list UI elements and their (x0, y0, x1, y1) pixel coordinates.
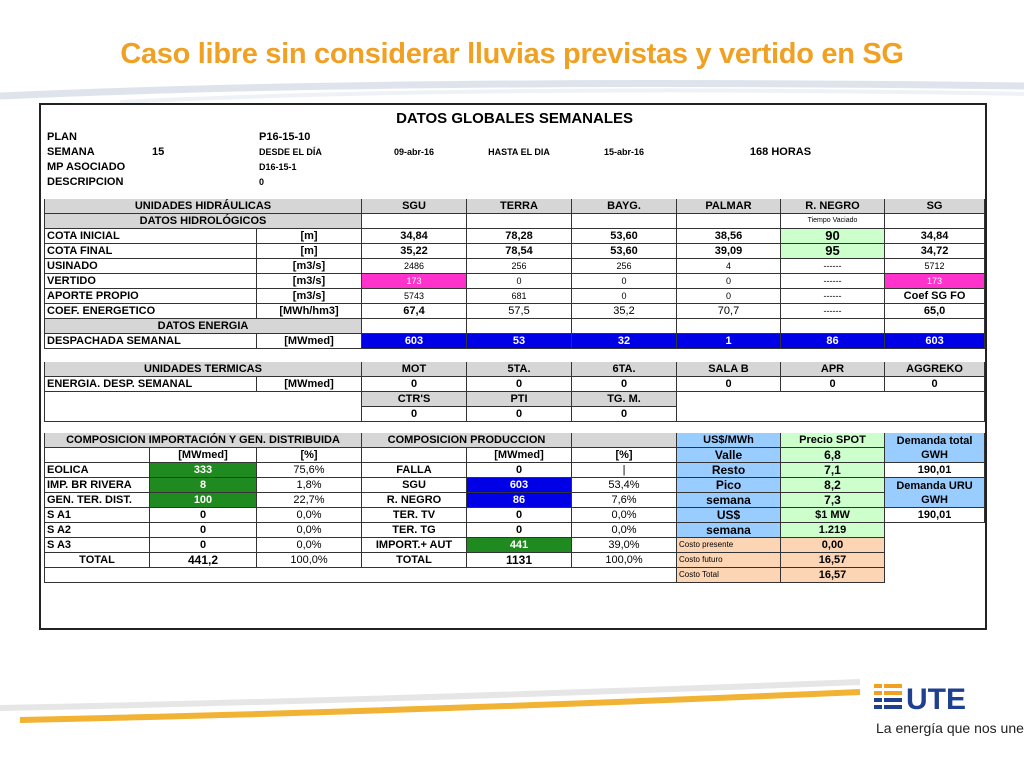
col-terra: TERRA (467, 199, 572, 214)
cell: 67,4 (362, 304, 467, 319)
cell: 57,5 (467, 304, 572, 319)
cell: 0 (677, 289, 781, 304)
import-mw: 8 (150, 478, 257, 493)
row-unit: [m] (257, 244, 362, 259)
prod-label: IMPORT.+ AUT (362, 538, 467, 553)
weekly-data-sheet (39, 103, 987, 630)
col-pti: PTI (467, 392, 572, 407)
spot-label: semana (677, 523, 781, 538)
import-pct: 0,0% (257, 508, 362, 523)
slide-title: Caso libre sin considerar lluvias previstas y vertido en SG (120, 38, 904, 70)
spot-value: $1 MW (781, 508, 885, 523)
row-coef (45, 304, 985, 319)
spot-label: Resto (677, 463, 781, 478)
horas: 168 HORAS (749, 146, 812, 158)
import-unit-pct: [%] (257, 448, 362, 463)
import-pct: 0,0% (257, 523, 362, 538)
prod-mw: 0 (467, 508, 572, 523)
import-total-pct: 100,0% (257, 553, 362, 568)
row-aporte (45, 289, 985, 304)
semana-value: 15 (152, 146, 165, 158)
demanda-uru-unit: GWH (921, 493, 948, 506)
prod-mw: 0 (467, 523, 572, 538)
termicas-header: UNIDADES TERMICAS (45, 362, 362, 377)
ute-logo (872, 682, 1007, 716)
import-header: COMPOSICION IMPORTACIÓN Y GEN. DISTRIBUIDA (45, 433, 362, 448)
cell: 5712 (885, 259, 985, 274)
import-mw: 0 (150, 538, 257, 553)
cell: 95 (781, 244, 885, 259)
col-ctrs: CTR'S (362, 392, 467, 407)
cost-value: 0,00 (781, 538, 885, 553)
mp-label: MP ASOCIADO (47, 161, 126, 173)
demanda-uru-value: 190,01 (885, 508, 985, 523)
col-sg: SG (885, 199, 985, 214)
cell: 0 (885, 377, 985, 392)
desde-value: 09-abr-16 (393, 147, 435, 157)
cell: Coef SG FO (885, 289, 985, 304)
comp-row (45, 523, 985, 538)
hasta-label: HASTA EL DIA (488, 147, 550, 157)
cost-label: Costo presente (677, 538, 781, 553)
prod-unit-mw: [MWmed] (467, 448, 572, 463)
footer-swoosh (0, 670, 870, 730)
cell: 2486 (362, 259, 467, 274)
prod-unit-pct: [%] (572, 448, 677, 463)
import-pct: 0,0% (257, 538, 362, 553)
import-pct: 75,6% (257, 463, 362, 478)
cell: 0 (781, 377, 885, 392)
cell: 53 (467, 334, 572, 349)
demanda-total-unit: GWH (921, 448, 948, 461)
cell: 4 (677, 259, 781, 274)
desc-label: DESCRIPCION (47, 176, 124, 188)
cell: 0 (677, 274, 781, 289)
hidro-header: UNIDADES HIDRÁULICAS (45, 199, 362, 214)
import-mw: 0 (150, 508, 257, 523)
mp-value: D16-15-1 (259, 162, 297, 172)
cell: 0 (677, 377, 781, 392)
import-total-label: TOTAL (45, 553, 150, 568)
spot-value: 7,1 (781, 463, 885, 478)
cell: 53,60 (572, 244, 677, 259)
row-label: USINADO (45, 259, 257, 274)
cell: 0 (572, 289, 677, 304)
cell: 5743 (362, 289, 467, 304)
row-usinado (45, 259, 985, 274)
prod-label: R. NEGRO (362, 493, 467, 508)
cell: 681 (467, 289, 572, 304)
import-label: IMP. BR RIVERA (45, 478, 150, 493)
cell: 34,72 (885, 244, 985, 259)
row-unit: [MWmed] (257, 334, 362, 349)
cell: 70,7 (677, 304, 781, 319)
row-label: DESPACHADA SEMANAL (45, 334, 257, 349)
col-palmar: PALMAR (677, 199, 781, 214)
cost-value: 16,57 (781, 553, 885, 568)
cell: 0 (467, 407, 572, 422)
import-mw: 0 (150, 523, 257, 538)
ute-logo-text: UTE (906, 683, 966, 716)
row-unit: [MWh/hm3] (257, 304, 362, 319)
cell: ------ (781, 259, 885, 274)
prod-label: TER. TV (362, 508, 467, 523)
cell: 34,84 (885, 229, 985, 244)
comp-row (45, 508, 985, 523)
energia-unit: [MWmed] (257, 377, 362, 392)
row-vertido (45, 274, 985, 289)
tagline: La energía que nos une (876, 720, 1024, 736)
data-table (44, 108, 985, 583)
spot-label: Valle (677, 448, 781, 463)
prod-mw: 441 (467, 538, 572, 553)
cost-value: 16,57 (781, 568, 885, 583)
desc-value: 0 (259, 177, 265, 187)
prod-pct: | (572, 463, 677, 478)
cell: 78,54 (467, 244, 572, 259)
col-sala-b: SALA B (677, 362, 781, 377)
plan-value: P16-15-10 (259, 131, 311, 143)
cell: 35,2 (572, 304, 677, 319)
cell: ------ (781, 304, 885, 319)
import-unit-mw: [MWmed] (150, 448, 257, 463)
usd-mwh-label: US$/MWh (677, 433, 781, 448)
cell: ------ (781, 274, 885, 289)
cell: 78,28 (467, 229, 572, 244)
prod-total-mw: 1131 (467, 553, 572, 568)
precio-spot-label: Precio SPOT (781, 433, 885, 448)
cell: 256 (572, 259, 677, 274)
tiempo-vaciado: Tiempo Vaciado (781, 214, 885, 229)
row-unit: [m3/s] (257, 274, 362, 289)
col-6ta: 6TA. (572, 362, 677, 377)
cell: 1 (677, 334, 781, 349)
col-apr: APR (781, 362, 885, 377)
prod-mw: 86 (467, 493, 572, 508)
import-label: EOLICA (45, 463, 150, 478)
import-pct: 22,7% (257, 493, 362, 508)
spot-value: 6,8 (781, 448, 885, 463)
prod-pct: 53,4% (572, 478, 677, 493)
import-label: S A1 (45, 508, 150, 523)
cell: ------ (781, 289, 885, 304)
prod-mw: 0 (467, 463, 572, 478)
prod-header: COMPOSICION PRODUCCION (362, 433, 572, 448)
cell: 0 (467, 377, 572, 392)
cell: 86 (781, 334, 885, 349)
spot-label: US$ (677, 508, 781, 523)
prod-pct: 0,0% (572, 508, 677, 523)
comp-row (45, 493, 985, 508)
import-pct: 1,8% (257, 478, 362, 493)
row-despachada (45, 334, 985, 349)
cell: 35,22 (362, 244, 467, 259)
cell: 0 (572, 407, 677, 422)
desde-label: DESDE EL DÍA (259, 147, 322, 157)
prod-pct: 39,0% (572, 538, 677, 553)
semana-label: SEMANA (47, 146, 95, 158)
cell: 0 (572, 274, 677, 289)
demanda-total-label: Demanda total (896, 434, 973, 447)
cell: 32 (572, 334, 677, 349)
prod-label: TER. TG (362, 523, 467, 538)
energia-label: ENERGIA. DESP. SEMANAL (45, 377, 257, 392)
energy-header: DATOS ENERGIA (45, 319, 362, 334)
col-bayg: BAYG. (572, 199, 677, 214)
cell: 38,56 (677, 229, 781, 244)
prod-pct: 7,6% (572, 493, 677, 508)
cell: 34,84 (362, 229, 467, 244)
cell: 603 (885, 334, 985, 349)
col-tgm: TG. M. (572, 392, 677, 407)
spot-value: 8,2 (781, 478, 885, 493)
cell: 65,0 (885, 304, 985, 319)
cell: 173 (362, 274, 467, 289)
hidro-subheader: DATOS HIDROLÓGICOS (45, 214, 362, 229)
col-rnegro: R. NEGRO (781, 199, 885, 214)
prod-label: FALLA (362, 463, 467, 478)
demanda-uru-cell (885, 478, 985, 508)
cell: 173 (885, 274, 985, 289)
prod-label: SGU (362, 478, 467, 493)
ute-logo-stripes-icon (874, 684, 902, 709)
cell: 603 (362, 334, 467, 349)
cell: 256 (467, 259, 572, 274)
prod-total-pct: 100,0% (572, 553, 677, 568)
demanda-uru-label: Demanda URU (896, 479, 973, 492)
col-5ta: 5TA. (467, 362, 572, 377)
row-label: COTA INICIAL (45, 229, 257, 244)
col-aggreko: AGGREKO (885, 362, 985, 377)
hasta-value: 15-abr-16 (603, 147, 645, 157)
col-mot: MOT (362, 362, 467, 377)
row-label: APORTE PROPIO (45, 289, 257, 304)
col-sgu: SGU (362, 199, 467, 214)
spot-value: 1.219 (781, 523, 885, 538)
plan-label: PLAN (47, 131, 77, 143)
sheet-title: DATOS GLOBALES SEMANALES (396, 110, 634, 127)
cost-label: Costo futuro (677, 553, 781, 568)
cell: 0 (362, 407, 467, 422)
row-unit: [m] (257, 229, 362, 244)
row-label: COTA FINAL (45, 244, 257, 259)
cell: 39,09 (677, 244, 781, 259)
comp-row (45, 538, 985, 553)
spot-label: semana (677, 493, 781, 508)
import-label: S A3 (45, 538, 150, 553)
spot-value: 7,3 (781, 493, 885, 508)
spot-label: Pico (677, 478, 781, 493)
demanda-total-value: 190,01 (885, 463, 985, 478)
prod-total-label: TOTAL (362, 553, 467, 568)
cell: 0 (362, 377, 467, 392)
import-mw: 100 (150, 493, 257, 508)
demanda-total-cell (885, 433, 985, 463)
cost-label: Costo Total (677, 568, 781, 583)
import-mw: 333 (150, 463, 257, 478)
import-label: S A2 (45, 523, 150, 538)
prod-pct: 0,0% (572, 523, 677, 538)
cell: 0 (572, 377, 677, 392)
comp-row (45, 463, 985, 478)
row-cota-final (45, 244, 985, 259)
row-label: VERTIDO (45, 274, 257, 289)
row-unit: [m3/s] (257, 259, 362, 274)
comp-row (45, 478, 985, 493)
row-unit: [m3/s] (257, 289, 362, 304)
cell: 53,60 (572, 229, 677, 244)
row-cota-inicial (45, 229, 985, 244)
prod-mw: 603 (467, 478, 572, 493)
cell: 0 (467, 274, 572, 289)
row-label: COEF. ENERGETICO (45, 304, 257, 319)
cell: 90 (781, 229, 885, 244)
total-row (45, 553, 985, 568)
import-label: GEN. TER. DIST. (45, 493, 150, 508)
import-total-mw: 441,2 (150, 553, 257, 568)
